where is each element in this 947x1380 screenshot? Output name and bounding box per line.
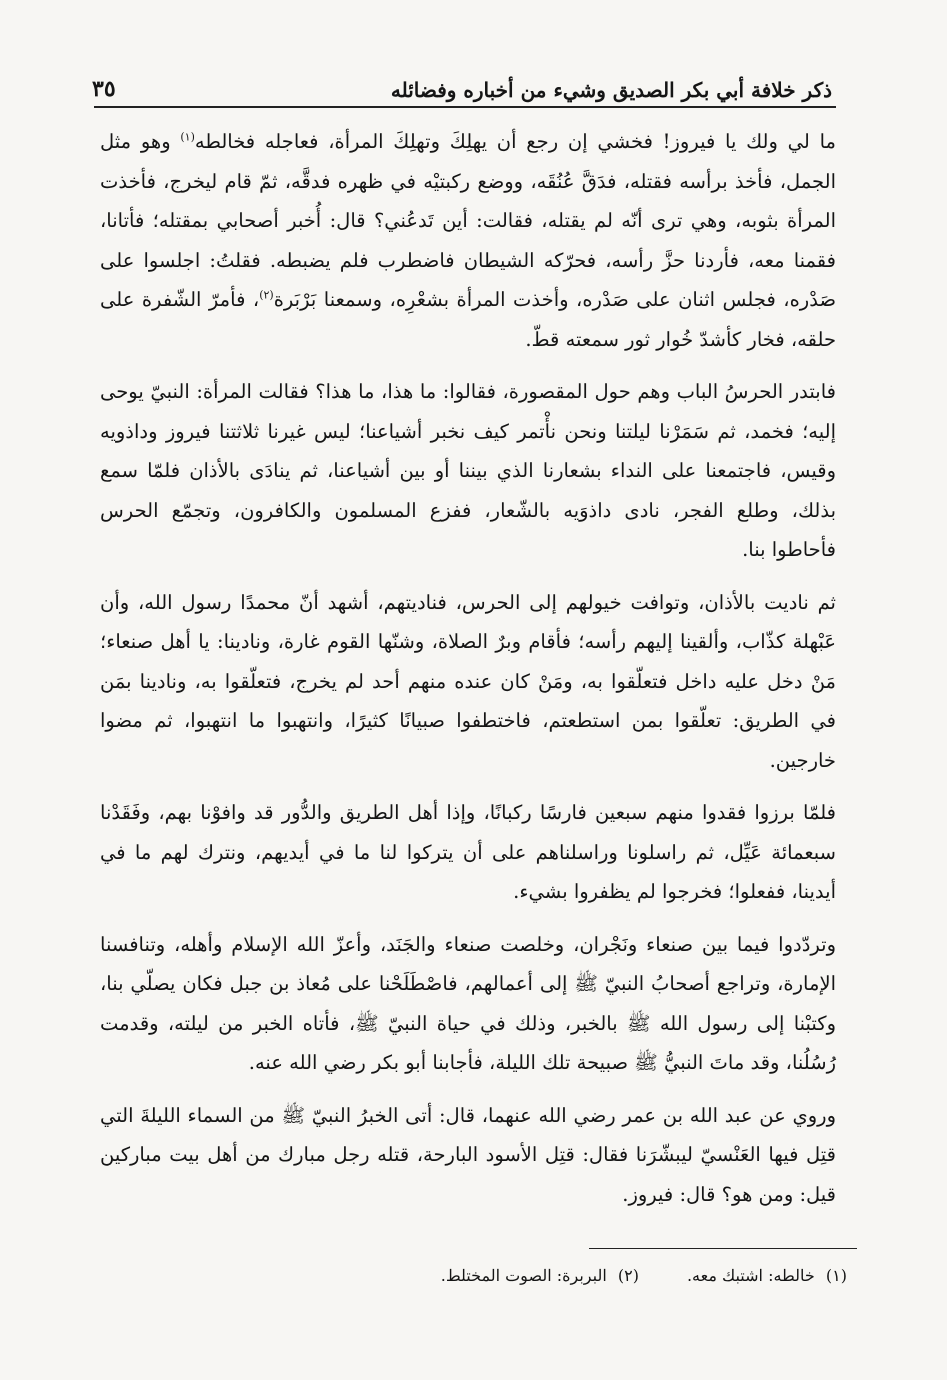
running-title: ذكر خلافة أبي بكر الصديق وشيء من أخباره وفضائله — [390, 78, 832, 102]
paragraph-4: فلمّا برزوا فقدوا منهم سبعين فارسًا ركبانًا، وإذا أهل الطريق والدُّور قد وافوْنا بهم، وفَقَدْنا سبعمائة عَيِّل، ثم راسلونا وراسلناهم على أن يتركوا لنا ما في أيديهم، ونترك لهم ما في أيدينا، ففعلوا؛ فخرجوا لم يظفروا بشيء. — [100, 801, 836, 903]
paragraph-6: وروي عن عبد الله بن عمر رضي الله عنهما، قال: أتى الخبرُ النبيّ ﷺ من السماء الليلةَ التي قتِل فيها العَنْسيّ ليبشّرَنا فقال: قتِل الأسود البارحة، قتله رجل مبارك من أهل بيت مباركين قيل: ومن هو؟ قال: فيروز. — [100, 1103, 836, 1206]
paragraph-1-part-1: ما لي ولك يا فيروز! فخشي إن رجع أن يهلِكَ وتهلِكَ المرأة، فعاجله فخالطه — [194, 130, 836, 153]
paragraph-1-part-3: ، فأمرّ الشّفرة على حلقه، فخار كأشدّ خُوار ثور سمعته قطّ. — [100, 288, 836, 351]
footnote-marker-2: (٢) — [259, 288, 274, 302]
paragraph-1 — [100, 122, 836, 359]
paragraph-5: وتردّدوا فيما بين صنعاء ونَجْران، وخلصت صنعاء والجَنَد، وأعزّ الله الإسلام وأهله، وتنافسنا الإمارة، وتراجع أصحابُ النبيّ ﷺ إلى أعمالهم، فاصْطَلَحْنا على مُعاذ بن جبل فكان يصلّي بنا، وكتبْنا إلى رسول الله ﷺ بالخبر، وذلك في حياة النبيّ ﷺ، فأتاه الخبر من ليلته، وقدمت رُسُلُنا، وقد ماتَ النبيُّ ﷺ صبيحة تلك الليلة، فأجابنا أبو بكر رضي الله عنه. — [100, 932, 836, 1074]
footnote-2-number: (٢) — [617, 1266, 639, 1285]
footnote-1-text: خالطه: اشتبك معه. — [686, 1266, 815, 1285]
footnotes — [247, 1262, 847, 1290]
paragraph-2: فابتدر الحرسُ الباب وهم حول المقصورة، فقالوا: ما هذا، ما هذا؟ فقالت المرأة: النبيّ يوحى إليه؛ فخمد، ثم سَمَرْنا ليلتنا ونحن نأْتمر كيف نخبر أشياعنا؛ ليس غيرنا ثلاثتنا فيروز وداذويه وقيس، فاجتمعنا على النداء بشعارنا الذي بيننا أو بين أشياعنا، ثم ينادَى بالأذان فلمّا سمع بذلك، وطلع الفجر، نادى داذوَيه بالشّعار، ففزع المسلمون والكافرون، وتجمّع الحرس فأحاطوا بنا. — [100, 380, 836, 561]
footnote-2-text: البربرة: الصوت المختلط. — [440, 1266, 607, 1285]
footnote-divider — [589, 1248, 857, 1249]
footnote-2 — [441, 1262, 639, 1290]
page-header — [92, 62, 832, 102]
paragraph-3: ثم ناديت بالأذان، وتوافت خيولهم إلى الحرس، فناديتهم، أشهد أنّ محمدًا رسول الله، وأن عَبْهلة كذّاب، وألقينا إليهم رأسه؛ فأقام وبرٌ الصلاة، وشنّها القوم غارة، ونادينا: يا أهل صنعاء؛ مَنْ دخل عليه داخل فتعلّقوا به، ومَنْ كان عنده منهم أحد لم يخرج، فتعلّقوا به، ونادينا بمَن في الطريق: تعلّقوا بمن استطعتم، فاختطفوا صبيانًا كثيرًا، وانتهبوا ما انتهبوا، ثم مضوا خارجين. — [100, 590, 836, 772]
page-number: ٣٥ — [92, 76, 116, 102]
main-text — [100, 122, 836, 1227]
footnote-1-number: (١) — [825, 1266, 847, 1285]
paragraph-1-part-2: وهو مثل الجمل، فأخذ برأسه فقتله، فدَقَّ عُنُقَه، ووضع ركبتيْه في ظهره فدقَّه، ثمّ قام ليخرج، فأخذت المرأة بثوبه، وهي ترى أنّه لم يقتله، فقالت: أين تَدعُني؟ قال: أُخبر أصحابي بمقتله؛ فأتانا، فقمنا معه، فأردنا حزَّ رأسه، فحرّكه الشيطان فاضطرب فلم يضبطه. فقلتُ: اجلسوا على صَدْره، فجلس اثنان على صَدْره، وأخذت المرأة بشعْرِه، وسمعنا بَرْبَرة — [100, 130, 836, 311]
footnote-marker-1: (١) — [180, 130, 195, 144]
header-divider — [94, 106, 836, 108]
footnote-1 — [687, 1262, 847, 1290]
